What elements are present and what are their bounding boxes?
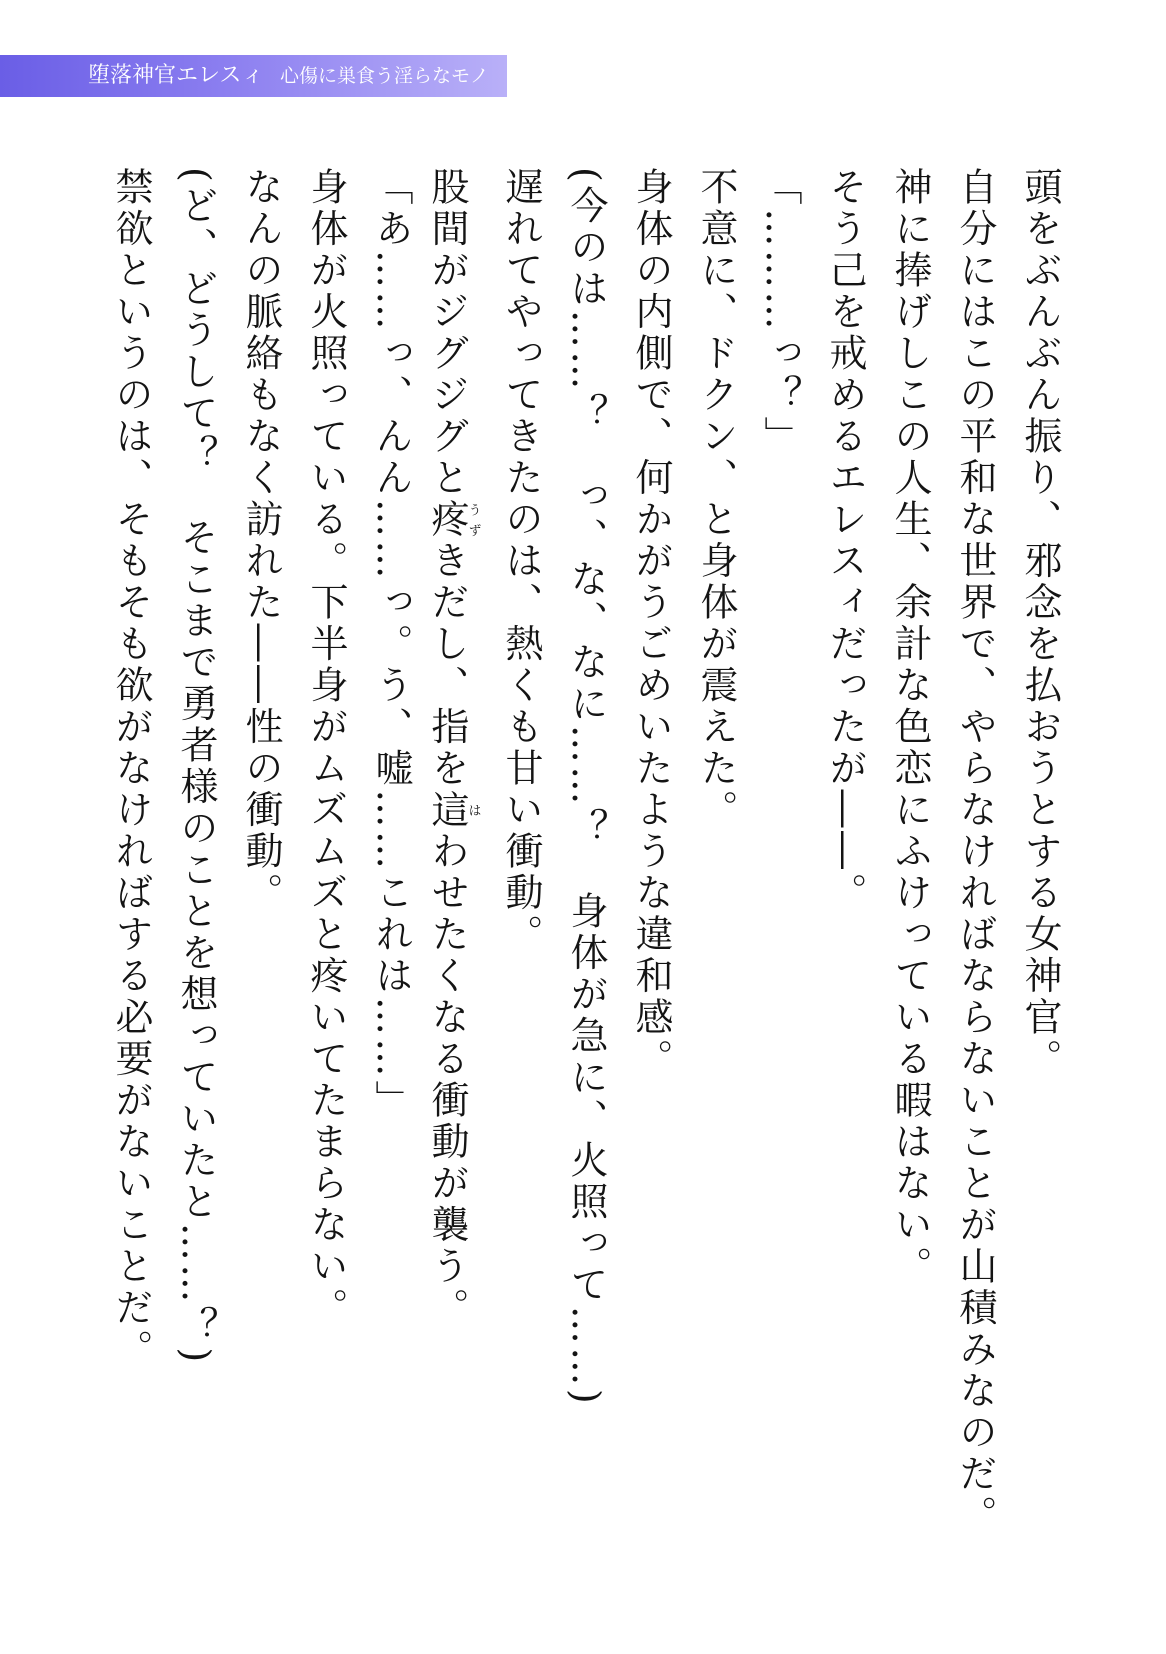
ruby-base: 這	[425, 789, 469, 831]
text-segment: きだし、指を	[425, 540, 469, 790]
ruby-reading: うず	[465, 499, 481, 541]
text-line-8: (今のは……？ っ、な、なに……？ 身体が急に、火照って……)	[564, 167, 608, 1408]
text-line-2: 自分にはこの平和な世界で、やらなければならないことが山積みなのだ。	[953, 167, 997, 1537]
text-line-14: (ど、どうして？ そこまで勇者様のことを想っていたと……？)	[174, 167, 218, 1366]
ruby-word	[425, 499, 481, 541]
text-line-12: 身体が火照っている。下半身がムズムズと疼いてたまらない。	[304, 167, 348, 1329]
text-line-3: 神に捧げしこの人生、余計な色恋にふけっている暇はない。	[888, 167, 932, 1288]
text-line-4: そう己を戒めるエレスィだったが――。	[823, 167, 867, 914]
text-line-1: 頭をぶんぶん振り、邪念を払おうとする女神官。	[1018, 167, 1062, 1080]
text-line-6: 不意に、ドクン、と身体が震えた。	[694, 167, 738, 831]
text-line-9: 遅れてやってきたのは、熱くも甘い衝動。	[499, 167, 543, 956]
book-title: 堕落神官エレスィ	[88, 63, 265, 88]
ruby-word	[425, 789, 481, 832]
ruby-reading: は	[465, 789, 481, 831]
text-segment: 股間がジグジグと	[425, 167, 469, 499]
text-line-13: なんの脈絡もなく訪れた――性の衝動。	[239, 167, 283, 914]
text-line-10	[425, 167, 481, 1329]
text-line-11: 「あ……っ、んん……っ。う、嘘……これは……」	[369, 167, 413, 1122]
ruby-base: 疼	[425, 499, 469, 541]
text-line-7: 身体の内側で、何かがうごめいたような違和感。	[629, 167, 673, 1080]
running-header	[88, 58, 489, 94]
text-segment: わせたくなる衝動が襲う。	[425, 831, 469, 1329]
chapter-title: 心傷に巣食う淫らなモノ	[280, 65, 489, 87]
text-line-5: 「………っ？」	[758, 167, 802, 458]
text-line-15: 禁欲というのは、そもそも欲がなければする必要がないことだ。	[109, 167, 153, 1371]
